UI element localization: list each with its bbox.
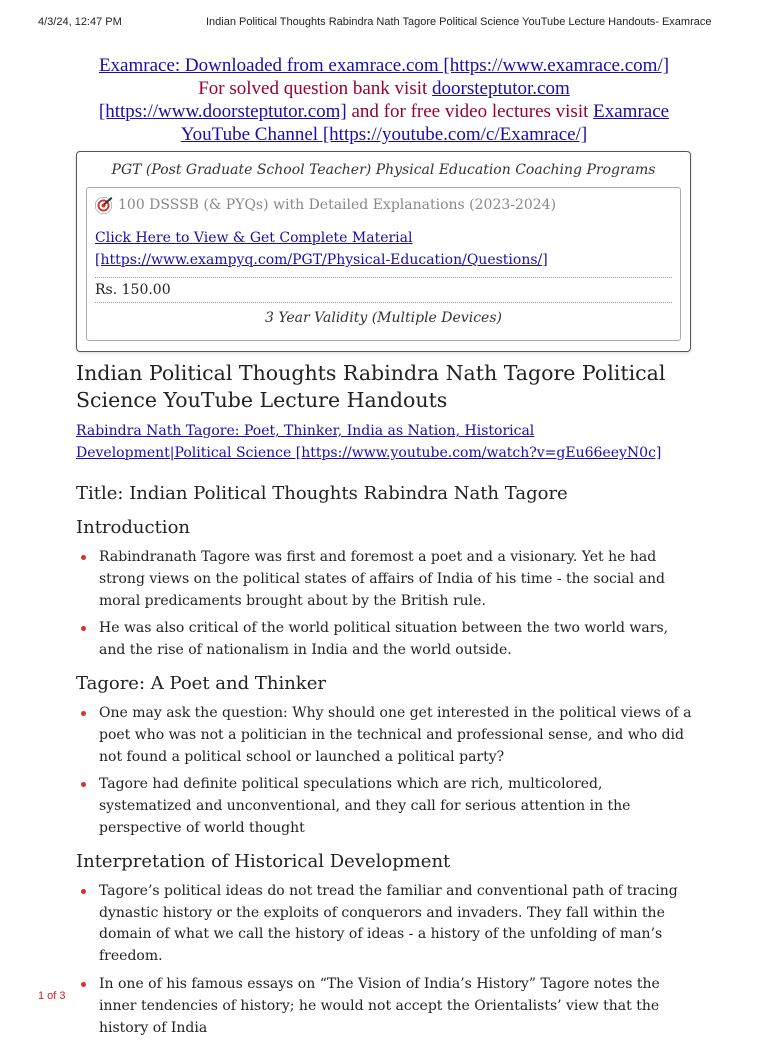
bullet-list xyxy=(76,703,692,840)
course-name: 100 DSSSB (& PYQs) with Detailed Explanations (2023-2024) xyxy=(118,197,557,213)
list-item xyxy=(76,703,692,768)
print-timestamp: 4/3/24, 12:47 PM xyxy=(38,16,122,28)
bullet-list xyxy=(76,547,692,662)
list-item xyxy=(76,774,692,839)
title-heading: Title: Indian Political Thoughts Rabindra Nath Tagore xyxy=(76,483,568,504)
list-item-text: In one of his famous essays on “The Vision of India’s History” Tagore notes the inner tendencies of history; he would not accept the Orientalists’ view that the history of India xyxy=(99,975,660,1036)
list-item xyxy=(76,618,692,662)
course-card xyxy=(86,187,681,341)
bullet-icon xyxy=(81,982,86,987)
youtube-video-link[interactable]: Rabindra Nath Tagore: Poet, Thinker, India as Nation, Historical Development|Political Science [https://www.youtube.com/watch?v=gEu66eeyN0c] xyxy=(76,423,662,461)
list-item-text: Rabindranath Tagore was first and foremost a poet and a visionary. Yet he had strong views on the political states of affairs of India of his time - the social and moral predicaments brought about by the British rule. xyxy=(99,549,665,609)
article xyxy=(76,360,692,1045)
section-heading-introduction: Introduction xyxy=(76,517,190,538)
bullet-icon xyxy=(81,889,86,894)
video-lectures-text: and for free video lectures visit xyxy=(346,101,594,122)
target-icon xyxy=(95,197,112,214)
examrace-link[interactable]: Examrace: Downloaded from examrace.com [https://www.examrace.com/] xyxy=(98,55,670,76)
examrace-banner xyxy=(76,54,692,146)
bullet-list xyxy=(76,881,692,1040)
print-title: Indian Political Thoughts Rabindra Nath Tagore Political Science YouTube Lecture Handouts- Examrace xyxy=(206,16,712,28)
validity-note: 3 Year Validity (Multiple Devices) xyxy=(265,310,502,326)
doorsteptutor-link[interactable]: doorsteptutor.com [https://www.doorsteptutor.com] xyxy=(98,78,570,122)
list-item xyxy=(76,974,692,1039)
complete-material-link[interactable]: Click Here to View & Get Complete Material [https://www.exampyq.com/PGT/Physical-Education/Questions/] xyxy=(95,230,548,268)
divider xyxy=(95,302,672,303)
course-row xyxy=(95,193,672,217)
divider xyxy=(95,277,672,278)
list-item-text: Tagore’s political ideas do not tread the familiar and conventional path of tracing dynastic history or the exploits of conquerors and invaders. They fall within the domain of what we call the history of ideas - a history of the unfolding of man’s freedom. xyxy=(99,882,678,965)
bullet-icon xyxy=(81,626,86,631)
course-price: Rs. 150.00 xyxy=(95,282,171,298)
coaching-promo-box xyxy=(76,151,691,352)
section-heading-historical-development: Interpretation of Historical Development xyxy=(76,850,451,872)
section-heading-poet-thinker: Tagore: A Poet and Thinker xyxy=(76,672,326,694)
list-item-text: Tagore had definite political speculations which are rich, multicolored, systematized and unconventional, and they call for serious attention in the perspective of world thought xyxy=(99,776,631,836)
page-number: 1 of 3 xyxy=(38,990,66,1002)
print-header xyxy=(38,16,730,28)
list-item xyxy=(76,547,692,612)
question-bank-text: For solved question bank visit xyxy=(198,78,433,99)
bullet-icon xyxy=(81,711,86,716)
youtube-channel-link[interactable]: Examrace YouTube Channel [https://youtube.com/c/Examrace/] xyxy=(180,101,670,145)
article-heading: Indian Political Thoughts Rabindra Nath Tagore Political Science YouTube Lecture Handouts xyxy=(76,361,666,412)
list-item-text: He was also critical of the world political situation between the two world wars, and the rise of nationalism in India and the world outside. xyxy=(99,620,669,659)
list-item-text: One may ask the question: Why should one get interested in the political views of a poet who was not a politician in the technical and professional sense, and who did not found a political school or launched a political party? xyxy=(99,704,692,765)
list-item xyxy=(76,881,692,968)
bullet-icon xyxy=(81,555,86,560)
promo-title: PGT (Post Graduate School Teacher) Physical Education Coaching Programs xyxy=(111,162,656,178)
bullet-icon xyxy=(81,782,86,787)
